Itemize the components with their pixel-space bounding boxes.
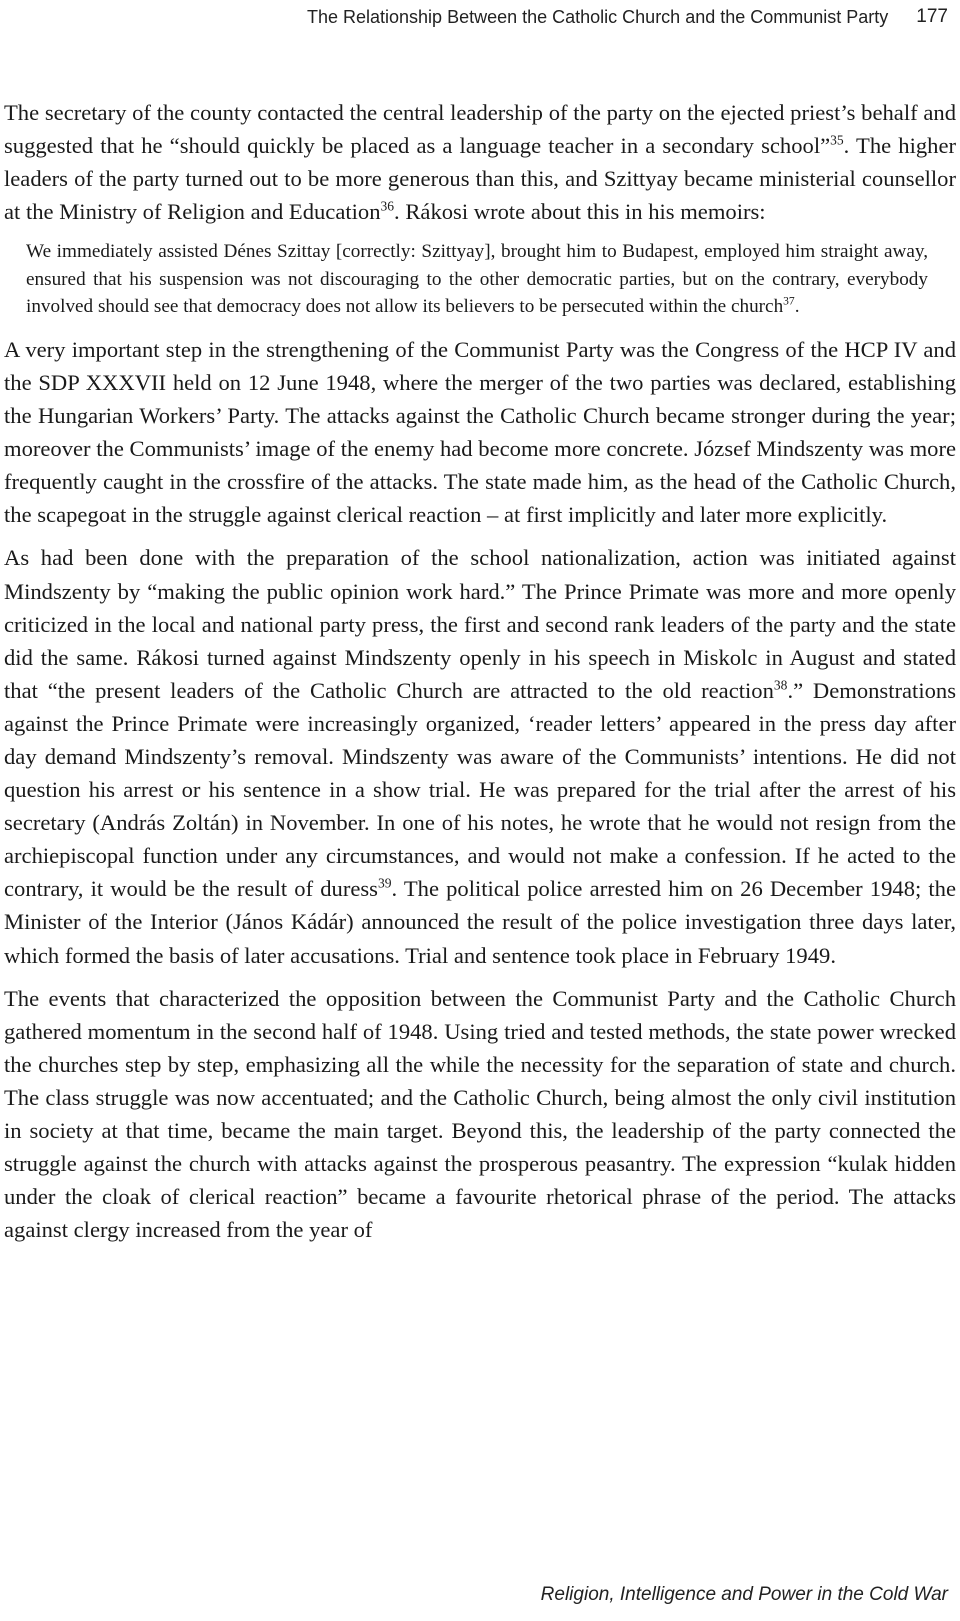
- paragraph-2: [4, 333, 956, 532]
- page-number: 177: [916, 6, 948, 27]
- text-run: A very important step in the strengthening of the Communist Party was the Congress of the HCP IV and the SDP XXXVII held on 12 June 1948, where the merger of the two parties was declared, establishing the Hungarian Workers’ Party. The attacks against the Catholic Church became stronger during the year; moreover the Communists’ image of the enemy had become more concrete. József Mindszenty was more frequently caught in the crossfire of the attacks. The state made him, as the head of the Catholic Church, the scapegoat in the struggle against clerical reaction – at first implicitly and later more explicitly.: [4, 336, 956, 528]
- running-foot: [541, 1584, 948, 1606]
- text-run: . The higher leaders of the party turned out to be more generous than this, and Szittyay became ministerial counsellor at the Ministry of Religion and Education: [4, 133, 956, 225]
- text-run: The events that characterized the opposition between the Communist Party and the Catholic Church gathered momentum in the second half of 1948. Using tried and tested methods, the state power wrecked the churches step by step, emphasizing all the while the necessity for the separation of state and church. The class struggle was now accentuated; and the Catholic Church, being almost the only civil institution in society at that time, became the main target. Beyond this, the leadership of the party connected the struggle against the church with attacks against the prosperous peasantry. The expression “kulak hidden under the cloak of clerical reaction” became a favourite rhetorical phrase of the period. The attacks against clergy increased from the year of: [4, 985, 956, 1243]
- footnote-ref-36[interactable]: 36: [380, 198, 395, 214]
- body-text: [4, 96, 956, 1246]
- paragraph-1: [4, 96, 956, 228]
- footnote-ref-38[interactable]: 38: [773, 677, 788, 693]
- footnote-ref-39[interactable]: 39: [377, 875, 392, 891]
- text-run: .” Demonstrations against the Prince Primate were increasingly organized, ‘reader letters’ appeared in the press day after day demand Mindszenty’s removal. Mindszenty was aware of the Communists’ intentions. He did not question his arrest or his sentence in a show trial. He was prepared for the trial after the arrest of his secretary (András Zoltán) in November. In one of his notes, he wrote that he would not resign from the archiepiscopal function under any circumstances, and would not make a confession. If he acted to the contrary, it would be the result of duress: [4, 677, 956, 902]
- text-run: . Rákosi wrote about this in his memoirs:: [394, 199, 766, 225]
- quote-text: .: [794, 296, 800, 318]
- running-title: The Relationship Between the Catholic Church and the Communist Party: [306, 6, 889, 27]
- block-quote: [26, 238, 928, 321]
- book-title: Religion, Intelligence and Power in the Cold War: [540, 1584, 948, 1605]
- footnote-ref-37[interactable]: 37: [783, 295, 795, 308]
- text-run: The secretary of the county contacted the central leadership of the party on the ejected priest’s behalf and suggested that he “should quickly be placed as a language teacher in a secondary school”: [4, 100, 956, 159]
- paragraph-3: [4, 541, 956, 971]
- footnote-ref-35[interactable]: 35: [830, 132, 844, 148]
- quote-text: We immediately assisted Dénes Szittay [correctly: Szittyay], brought him to Budapest, employed him straight away, ensured that his suspension was not discouraging to the other democratic parties, but on the contrary, everybody involved should see that democracy does not allow its believers to be persecuted within the church: [26, 241, 928, 318]
- running-head: [0, 4, 948, 30]
- text-run: As had been done with the preparation of the school nationalization, action was initiated against Mindszenty by “making the public opinion work hard.” The Prince Primate was more and more openly criticized in the local and national party press, the first and second rank leaders of the party and the state did the same. Rákosi turned against Mindszenty openly in his speech in Miskolc in August and stated that “the present leaders of the Catholic Church are attracted to the old reaction: [4, 545, 956, 703]
- paragraph-4: [4, 982, 956, 1247]
- text-run: . The political police arrested him on 26 December 1948; the Minister of the Interior (János Kádár) announced the result of the police investigation three days later, which formed the basis of later accusations. Trial and sentence took place in February 1949.: [4, 876, 956, 968]
